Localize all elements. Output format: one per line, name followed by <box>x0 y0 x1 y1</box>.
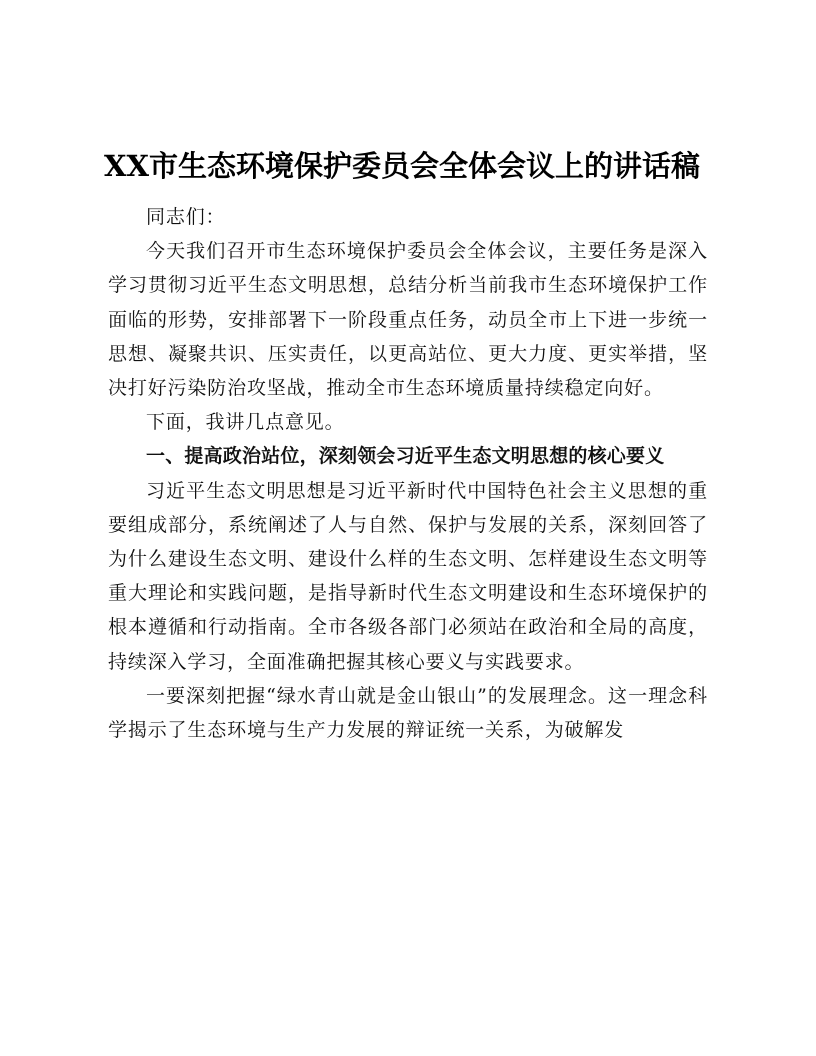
paragraph: 下面，我讲几点意见。 <box>146 411 345 434</box>
document-title: XX市生态环境保护委员会全体会议上的讲话稿 <box>104 149 701 183</box>
salutation: 同志们： <box>146 206 226 228</box>
paragraph: 一要深刻把握“绿水青山就是金山银山”的发展理念。这一理念科学揭示了生态环境与生产力发展的辩证统一关系，为破解发 <box>108 684 708 742</box>
document-body <box>108 200 708 747</box>
paragraph: 习近平生态文明思想是习近平新时代中国特色社会主义思想的重要组成部分，系统阐述了人与自然、保护与发展的关系，深刻回答了为什么建设生态文明、建设什么样的生态文明、怎样建设生态文明等重大理论和实践问题，是指导新时代生态文明建设和生态环境保护的根本遵循和行动指南。全市各级各部门必须站在政治和全局的高度，持续深入学习，全面准确把握其核心要义与实践要求。 <box>108 479 708 673</box>
section-heading: 一、提高政治站位，深刻领会习近平生态文明思想的核心要义 <box>146 445 665 468</box>
paragraph: 今天我们召开市生态环境保护委员会全体会议，主要任务是深入学习贯彻习近平生态文明思想，总结分析当前我市生态环境保护工作面临的形势，安排部署下一阶段重点任务，动员全市上下进一步统一思想、凝聚共识、压实责任，以更高站位、更大力度、更实举措，坚决打好污染防治攻坚战，推动全市生态环境质量持续稳定向好。 <box>108 240 708 400</box>
